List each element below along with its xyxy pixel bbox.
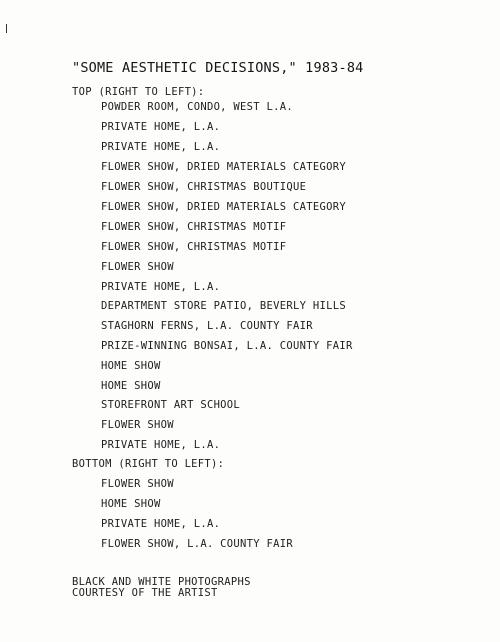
top-item-14: HOME SHOW (101, 360, 161, 372)
top-item-16: STOREFRONT ART SCHOOL (101, 399, 241, 411)
top-item-15: HOME SHOW (101, 380, 161, 392)
top-item-12: STAGHORN FERNS, L.A. COUNTY FAIR (101, 320, 313, 332)
top-item-4: FLOWER SHOW, DRIED MATERIALS CATEGORY (101, 161, 346, 173)
top-item-10: PRIVATE HOME, L.A. (101, 281, 221, 293)
top-item-9: FLOWER SHOW (101, 261, 174, 273)
top-item-18: PRIVATE HOME, L.A. (101, 439, 221, 451)
credit-line-2: COURTESY OF THE ARTIST (72, 587, 218, 599)
bottom-item-2: HOME SHOW (101, 498, 161, 510)
top-item-2: PRIVATE HOME, L.A. (101, 121, 221, 133)
bottom-section-heading: BOTTOM (RIGHT TO LEFT): (72, 458, 225, 470)
top-item-5: FLOWER SHOW, CHRISTMAS BOUTIQUE (101, 181, 307, 193)
bottom-item-3: PRIVATE HOME, L.A. (101, 518, 221, 530)
top-item-6: FLOWER SHOW, DRIED MATERIALS CATEGORY (101, 201, 346, 213)
top-item-1: POWDER ROOM, CONDO, WEST L.A. (101, 101, 294, 113)
top-section-heading: TOP (RIGHT TO LEFT): (72, 86, 205, 98)
credit-line-1: BLACK AND WHITE PHOTOGRAPHS (72, 576, 251, 588)
top-item-17: FLOWER SHOW (101, 419, 174, 431)
top-item-7: FLOWER SHOW, CHRISTMAS MOTIF (101, 221, 287, 233)
margin-mark (6, 24, 7, 33)
top-item-8: FLOWER SHOW, CHRISTMAS MOTIF (101, 241, 287, 253)
bottom-item-1: FLOWER SHOW (101, 478, 174, 490)
bottom-item-4: FLOWER SHOW, L.A. COUNTY FAIR (101, 538, 294, 550)
document-title: "SOME AESTHETIC DECISIONS," 1983-84 (72, 60, 364, 76)
top-item-13: PRIZE-WINNING BONSAI, L.A. COUNTY FAIR (101, 340, 353, 352)
top-item-11: DEPARTMENT STORE PATIO, BEVERLY HILLS (101, 300, 346, 312)
top-item-3: PRIVATE HOME, L.A. (101, 141, 221, 153)
